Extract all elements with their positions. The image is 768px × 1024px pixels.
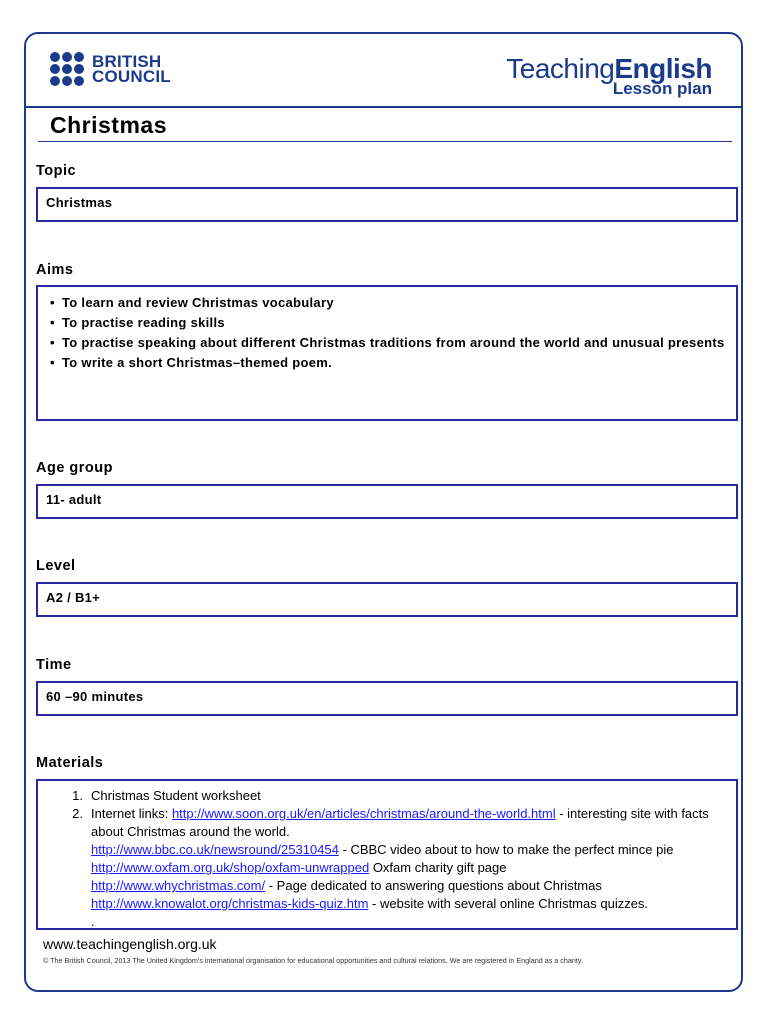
materials-label: Materials (36, 755, 104, 771)
footer-url[interactable]: www.teachingenglish.org.uk (43, 936, 217, 952)
logo-line-2: COUNCIL (92, 67, 171, 86)
level-box (36, 582, 738, 617)
page-title: Christmas (50, 112, 167, 138)
age-group-value: 11- adult (46, 492, 102, 507)
age-group-label: Age group (36, 460, 113, 476)
topic-box (36, 187, 738, 222)
topic-label: Topic (36, 163, 77, 179)
link-whychristmas[interactable]: http://www.whychristmas.com/ (91, 878, 266, 893)
age-group-box (36, 484, 738, 519)
title-underline (38, 141, 732, 142)
aims-item: • To practise speaking about different Christmas traditions from around the world and unusual presents (50, 335, 725, 350)
level-label: Level (36, 558, 76, 574)
british-council-logo (50, 52, 171, 86)
aims-box (36, 285, 738, 421)
link-knowalot[interactable]: http://www.knowalot.org/christmas-kids-quiz.htm (91, 896, 369, 911)
time-label: Time (36, 657, 72, 673)
level-value: A2 / B1+ (46, 590, 101, 605)
link-soon[interactable]: http://www.soon.org.uk/en/articles/christmas/around-the-world.html (171, 806, 556, 821)
aims-list (46, 293, 728, 373)
brand-light: Teaching (506, 53, 615, 84)
materials-link-row: http://www.oxfam.org.uk/shop/oxfam-unwrapped Oxfam charity gift page (91, 860, 507, 875)
brand-subtitle: Lesson plan (612, 79, 712, 98)
link-bbc[interactable]: http://www.bbc.co.uk/newsround/25310454 (91, 842, 339, 857)
header-divider (26, 106, 742, 108)
footer-copyright: © The British Council, 2013 The United Kingdom's international organisation for educational opportunities and cultural relations. We are registered in England as a charity. (43, 956, 583, 965)
aims-item: • To write a short Christmas–themed poem. (50, 355, 333, 370)
materials-trailing: . (91, 914, 95, 929)
aims-item: • To learn and review Christmas vocabulary (50, 295, 334, 310)
aims-label: Aims (36, 262, 74, 278)
materials-link-row: http://www.knowalot.org/christmas-kids-quiz.htm - website with several online Christmas quizzes. (91, 896, 649, 911)
time-value: 60 –90 minutes (46, 689, 144, 704)
logo-line-1: BRITISH (92, 52, 162, 71)
materials-item: 1. Christmas Student worksheet (72, 788, 261, 803)
materials-link-row: http://www.whychristmas.com/ - Page dedicated to answering questions about Christmas (91, 878, 602, 893)
time-box (36, 681, 738, 716)
brand-bold: English (614, 53, 712, 84)
materials-link-row: http://www.bbc.co.uk/newsround/25310454 - CBBC video about to how to make the perfect mince pie (91, 842, 674, 857)
aims-item: • To practise reading skills (50, 315, 225, 330)
teaching-english-brand (506, 54, 712, 98)
link-oxfam[interactable]: http://www.oxfam.org.uk/shop/oxfam-unwrapped (91, 860, 370, 875)
internet-links-prefix: Internet links: (91, 806, 172, 821)
logo-dots-icon (50, 52, 86, 86)
topic-value: Christmas (46, 195, 113, 210)
materials-box (36, 779, 738, 930)
materials-item: 2. Internet links: http://www.soon.org.uk/en/articles/christmas/around-the-world.html - interesting site with facts about Christmas around the world. (72, 806, 709, 839)
